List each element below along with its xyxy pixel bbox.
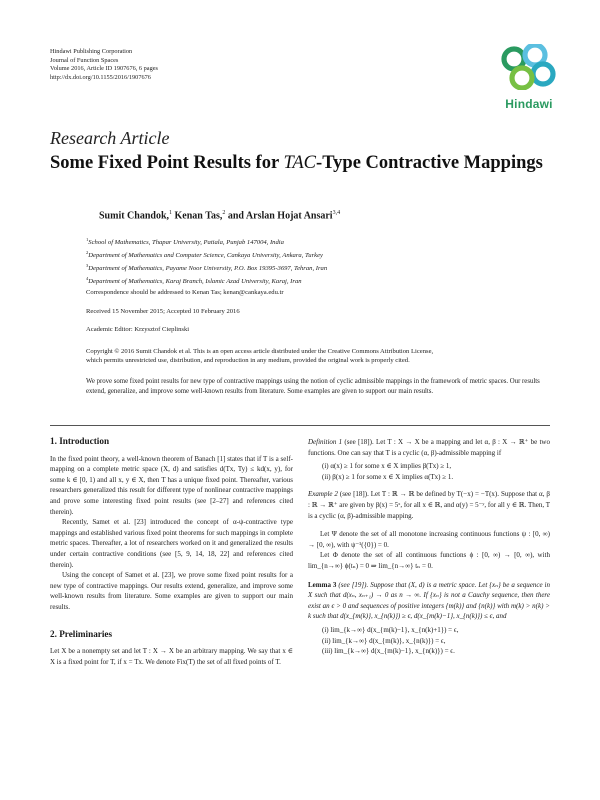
example-2 — [308, 489, 550, 521]
affiliation-sup: 4 — [86, 275, 89, 281]
editor-line: Academic Editor: Krzysztof Cieplinski — [86, 326, 190, 333]
copyright-notice — [86, 347, 433, 365]
abstract: We prove some fixed point results for new type of contractive mappings using the notion of cyclic admissible mappings in the framework of metric spaces. Our results extend, generalize, and improve some well-known results from literature. Some examples are given to support our main results. — [86, 378, 540, 395]
affiliation-sup: 2 — [86, 249, 89, 255]
hindawi-logo — [498, 44, 560, 111]
affiliation-text: Department of Mathematics and Computer Science, Cankaya University, Ankara, Turkey — [88, 252, 323, 260]
affiliation-sup: 1 — [86, 237, 89, 242]
author-sup: 1 — [169, 210, 173, 216]
journal-name: Journal of Function Spaces — [50, 56, 119, 64]
author-sup: 3,4 — [332, 210, 341, 216]
hindawi-logo-text: Hindawi — [505, 97, 553, 111]
affiliation — [86, 235, 327, 248]
right-column — [308, 437, 550, 657]
article-title — [50, 153, 543, 174]
section-heading-preliminaries: 2. Preliminaries — [50, 628, 113, 639]
affiliation — [86, 261, 327, 274]
journal-header — [50, 48, 158, 82]
title-part-2: -Type Contractive Mappings — [316, 153, 543, 173]
definition-text: (see [18]). Let T : X → X be a mapping and let α, β : X → ℝ⁺ be two functions. One can say that T is a cyclic (α, β)-admissible mapping if — [308, 438, 550, 457]
author-sup: 2 — [222, 210, 226, 216]
psi-definition: Let Ψ denote the set of all monotone increasing continuous functions ψ : [0, ∞) → [0, ∞), with ψ⁻¹({0}) = 0. — [308, 530, 550, 549]
section-divider — [50, 425, 550, 426]
intro-paragraph: In the fixed point theory, a well-known theorem of Banach [1] states that if T is a self-mapping on a complete metric space (X, d) and satisfies d(Tx, Ty) ≤ kd(x, y), for some k ∈ [0, 1) and all x, y ∈ X, then T has a unique fixed point. Thereafter, various researchers generalized this result for different type of nonlinear contractive mappings and prove some interesting fixed point results (see [2–27] and references cited therein). — [50, 454, 293, 516]
dates-line: Received 15 November 2015; Accepted 10 February 2016 — [86, 308, 240, 315]
lemma-item: (ii) lim_{k→∞} d(x_{m(k)}, x_{n(k)}) = ϵ, — [322, 636, 446, 645]
example-label: Example 2 — [308, 490, 338, 499]
section-heading-introduction: 1. Introduction — [50, 436, 110, 446]
correspondence-line: Correspondence should be addressed to Kenan Tas; kenan@cankaya.edu.tr — [86, 289, 284, 296]
affiliation-text: Department of Mathematics, Payame Noor University, P.O. Box 19395-3697, Tehran, Iran — [88, 265, 328, 273]
volume-info: Volume 2016, Article ID 1907676, 6 pages — [50, 65, 158, 73]
author-name: and Arslan Hojat Ansari — [227, 210, 333, 222]
lemma-label: Lemma 3 — [308, 580, 337, 589]
affiliation — [86, 248, 327, 261]
example-text: (see [18]). Let T : ℝ → ℝ be defined by T(−x) = −T(x). Suppose that α, β : ℝ → ℝ⁺ are given by β(x) = 5ˣ, for all x ∈ ℝ, and α(y) = 5⁻ʸ, for all y ∈ ℝ. Then, T is a cyclic (α, β)-admissible mapping. — [308, 490, 550, 520]
publisher-name: Hindawi Publishing Corporation — [50, 48, 133, 55]
definition-item: (i) α(x) ≥ 1 for some x ∈ X implies β(Tx) ≥ 1, — [322, 462, 452, 471]
lemma-item: (iii) lim_{k→∞} d(x_{m(k)−1}, x_{n(k)}) = ϵ. — [322, 647, 455, 656]
affiliations — [86, 235, 327, 287]
doi-link[interactable]: http://dx.doi.org/10.1155/2016/1907676 — [50, 73, 151, 81]
definition-item: (ii) β(x) ≥ 1 for some x ∈ X implies α(Tx) ≥ 1. — [322, 472, 454, 481]
lemma-text: (see [19]). Suppose that (X, d) is a metric space. Let {xₙ} be a sequence in X such that d(xₙ, xₙ₊₁) → 0 as n → ∞. If {xₙ} is not a Cauchy sequence, then there exist an ϵ > 0 and sequences of positive integers {m(k)} and {n(k)} with m(k) > n(k) > k such that d(x_{m(k)}, x_{n(k)}) ≥ ϵ, d(x_{m(k)−1}, x_{n(k)}) ≤ ϵ, and — [308, 580, 550, 621]
copyright-line: Copyright © 2016 Sumit Chandok et al. This is an open access article distributed under the Creative Commons Attribution License, — [86, 348, 434, 355]
left-column — [50, 436, 293, 667]
intro-paragraph: Using the concept of Samet et al. [23], we prove some fixed point results for a new type of contractive mappings. Our results extend, generalize, and improve some well-known results from literature. Some examples are given to support our main results. — [50, 571, 293, 611]
phi-definition: Let Φ denote the set of all continuous functions ϕ : [0, ∞) → [0, ∞), with lim_{n→∞} ϕ(tₙ) = 0 ⇒ lim_{n→∞} tₙ = 0. — [308, 551, 550, 570]
title-part-italic: TAC — [283, 153, 317, 173]
intro-paragraph: Recently, Samet et al. [23] introduced the concept of α-ψ-contractive type mappings and established various fixed point theorems for such mappings in complete metric spaces. Thereafter, a lot of researchers worked on it and generalized the results under certain contractive conditions (see [5, 9, 14, 18, 22] and references cited therein). — [50, 518, 293, 569]
author-list — [99, 210, 340, 221]
author-name: Kenan Tas, — [174, 210, 223, 222]
definition-1 — [308, 437, 550, 458]
lemma-item: (i) lim_{k→∞} d(x_{m(k)−1}, x_{n(k)+1}) = ϵ, — [322, 625, 459, 634]
author-name: Sumit Chandok, — [99, 210, 170, 222]
affiliation-sup: 3 — [86, 262, 89, 268]
affiliation-text: Department of Mathematics, Karaj Branch, Islamic Azad University, Karaj, Iran — [88, 278, 302, 286]
copyright-line: which permits unrestricted use, distribution, and reproduction in any medium, provided the original work is properly cited. — [86, 357, 410, 364]
hindawi-rings-icon — [498, 44, 560, 90]
prelim-paragraph: Let X be a nonempty set and let T : X → X be an arbitrary mapping. We say that x ∈ X is a fixed point for T, if x = Tx. We denote Fix(T) the set of all fixed points of T. — [50, 647, 293, 666]
article-type: Research Article — [50, 128, 170, 148]
definition-label: Definition 1 — [308, 438, 343, 446]
lemma-3 — [308, 580, 550, 622]
affiliation-text: School of Mathematics, Thapar University, Patiala, Punjab 147004, India — [88, 239, 284, 247]
affiliation — [86, 274, 327, 287]
title-part-1: Some Fixed Point Results for — [50, 153, 284, 173]
